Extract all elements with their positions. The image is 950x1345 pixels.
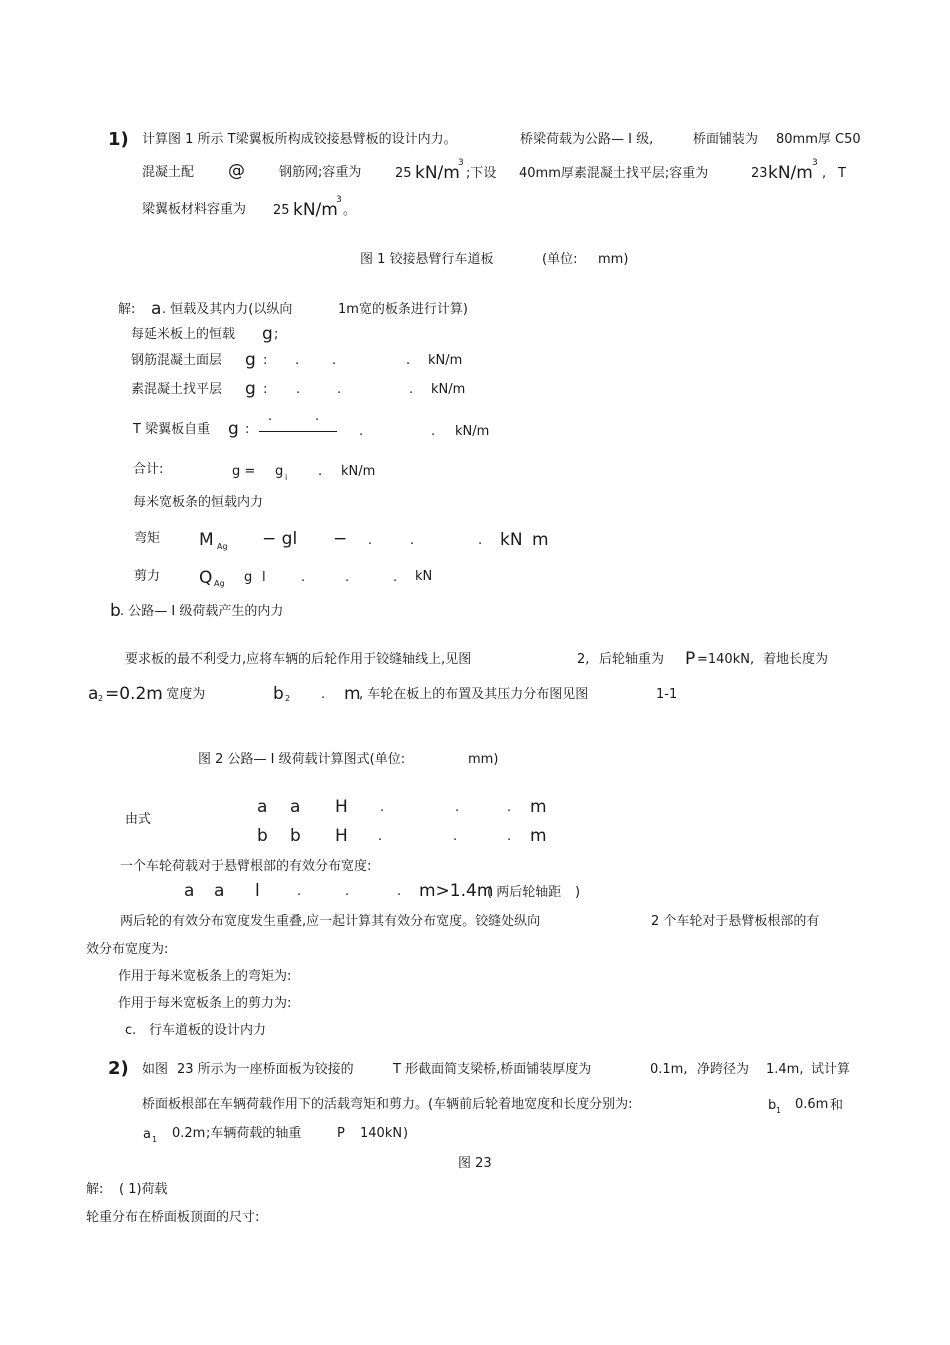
q1-line3-end: 。 (343, 203, 357, 218)
q2-line3-P: P (337, 1126, 345, 1141)
shear-label: 剪力 (134, 569, 161, 584)
shear-l: l (262, 570, 266, 585)
q2-line1-span-label: 净跨径为 (697, 1062, 750, 1077)
q1-line2-weight: 钢筋网;容重为 (279, 165, 362, 180)
width-term5: . (345, 884, 350, 899)
flange-weight-unit: kN/m (455, 424, 490, 439)
eq1-term2: a (290, 797, 301, 817)
plain-layer-dot1: . (296, 382, 301, 397)
figure2-caption: 图 2 公路— I 级荷载计算图式(单位: (198, 752, 406, 767)
section-a-letter: a (151, 299, 162, 319)
plain-layer-colon: : (263, 382, 268, 397)
b-para1-axle: 后轮轴重为 (599, 652, 665, 667)
rc-layer-dot1: . (295, 353, 300, 368)
q1-line2-exp2: 3 (812, 158, 818, 168)
flange-weight-dot2: . (431, 424, 436, 439)
width-term6: . (397, 884, 402, 899)
q2-wheel-size: 轮重分布在桥面板顶面的尺寸: (86, 1210, 260, 1225)
b-para2-width: , 宽度为 (158, 687, 206, 702)
effective-width-heading: 一个车轮荷载对于悬臂根部的有效分布宽度: (120, 859, 372, 874)
q1-at-symbol: @ (228, 161, 245, 181)
q1-line2-value2: 23 (751, 166, 768, 181)
shear-unit: kN (415, 569, 433, 584)
flange-weight-g: g (228, 419, 239, 439)
plain-layer-label: 素混凝土找平层 (131, 382, 223, 397)
shear-per-meter: 作用于每米宽板条上的剪力为: (118, 996, 292, 1011)
eq1-term1: a (257, 797, 268, 817)
rc-layer-g: g (245, 350, 256, 370)
plain-layer-dot2: . (337, 382, 342, 397)
eq2-term1: b (257, 826, 268, 846)
dead-load-semicolon: ; (274, 327, 279, 342)
q2-line1-as: 如图 (142, 1062, 169, 1077)
dead-load-g: g (262, 324, 273, 344)
solution-label: 解: (118, 302, 136, 317)
b-para2-fig: 1-1 (656, 687, 678, 702)
rc-layer-dot2: . (332, 353, 337, 368)
q1-line1-thickness: 80mm厚 C50 (776, 132, 861, 147)
total-dot: . (318, 464, 323, 479)
moment-gl: − gl (262, 529, 298, 549)
total-g-equals: g = (232, 464, 256, 479)
q2-solution-label: 解: (86, 1182, 104, 1197)
q2-line2-and: 和 (830, 1098, 844, 1113)
shear-dot1: . (301, 570, 306, 585)
b-para2-m: m (344, 684, 361, 704)
q2-line1-try: 试计算 (811, 1062, 851, 1077)
b-para1-fig: 2, (577, 652, 590, 667)
q2-line1-span: 1.4m, (766, 1062, 804, 1077)
width-term4: . (297, 884, 302, 899)
rc-layer-label: 钢筋混凝土面层 (131, 353, 223, 368)
q1-line3-unit: kN/m (293, 200, 338, 220)
q1-line1-load: 桥梁荷载为公路— I 级, (520, 132, 654, 147)
rc-layer-dot3: . (406, 353, 411, 368)
q1-line3-value: 25 (273, 203, 290, 218)
section-b-letter: b (110, 601, 121, 621)
total-label: 合计: (133, 462, 164, 477)
flange-numerator-dot2: . (315, 409, 320, 424)
width-term1: a (184, 881, 195, 901)
width-term2: a (214, 881, 225, 901)
q2-line3-axle: ;车辆荷载的轴重 (206, 1126, 302, 1141)
b-para2-a-value: =0.2m (105, 684, 163, 704)
eq1-term7: m (530, 797, 547, 817)
b-para2-a: a (88, 684, 99, 704)
eq1-term3: H (335, 797, 348, 817)
figure2-mm: mm) (468, 752, 499, 767)
rc-layer-colon: : (263, 353, 268, 368)
q1-line2-below: ;下设 (466, 166, 497, 181)
moment-M: M (199, 530, 214, 550)
plain-layer-dot3: . (409, 382, 414, 397)
moment-minus: − (333, 529, 348, 549)
q1-line2-layer: 40mm厚素混凝土找平层;容重为 (519, 166, 709, 181)
q1-line2-unit2: kN/m (768, 163, 813, 183)
b-para1-load: =140kN, (697, 652, 755, 667)
eq1-term5: . (455, 800, 460, 815)
q2-line2-b-sub: 1 (776, 1106, 782, 1115)
q1-line3-exp: 3 (336, 195, 342, 205)
shear-Q: Q (199, 568, 213, 588)
figure1-caption: 图 1 铰接悬臂行车道板 (360, 252, 494, 267)
b-para1-P: P (685, 649, 696, 669)
b-para1-length: 着地长度为 (763, 652, 829, 667)
eq2-term4: . (378, 829, 383, 844)
q2-line2-value: 0.6m (795, 1097, 829, 1112)
eq2-term7: m (530, 826, 547, 846)
moment-unit-kN: kN (500, 530, 523, 550)
q1-line2-comma: , (822, 166, 827, 181)
overlap-text-2: 2 个车轮对于悬臂板根部的有 (651, 914, 820, 929)
q2-load-heading: ( 1)荷载 (119, 1182, 168, 1197)
eq2-term3: H (335, 826, 348, 846)
q1-line1-text: 计算图 1 所示 T梁翼板所构成铰接悬臂板的设计内力。 (142, 132, 457, 147)
shear-sub: Ag (214, 579, 225, 588)
plain-layer-g: g (245, 379, 256, 399)
moment-per-meter: 作用于每米宽板条上的弯矩为: (118, 969, 292, 984)
moment-dot2: . (410, 533, 415, 548)
b-para2-b: b (273, 684, 284, 704)
dead-load-heading: 每延米板上的恒载 (131, 327, 236, 342)
from-formula-label: 由式 (125, 812, 152, 827)
plain-layer-unit: kN/m (431, 382, 466, 397)
width-axle-note: ( 两后轮轴距 (487, 885, 562, 900)
b-para2-layout: , 车轮在板上的布置及其压力分布图见图 (359, 687, 589, 702)
width-result: m>1.4m (419, 881, 494, 901)
eq2-term5: . (453, 829, 458, 844)
section-c-letter: c. (125, 1023, 137, 1038)
q2-line3-load: 140kN (360, 1126, 403, 1141)
section-a-note: 1m宽的板条进行计算) (338, 302, 469, 317)
q2-line1-fig: 23 所示为一座桥面板为铰接的 (177, 1062, 354, 1077)
b-para1-text: 要求板的最不利受力,应将车辆的后轮作用于铰缝轴线上,见图 (125, 652, 472, 667)
b-para2-a-sub: 2 (98, 694, 104, 703)
shear-dot2: . (345, 570, 350, 585)
width-term3: l (255, 881, 260, 901)
flange-numerator-dot1: . (268, 409, 273, 424)
flange-weight-label: T 梁翼板自重 (133, 422, 211, 437)
question-number-1: 1) (108, 129, 129, 150)
question-number-2: 2) (108, 1058, 129, 1079)
flange-weight-dot1: . (359, 424, 364, 439)
section-b-title: . 公路— I 级荷载产生的内力 (120, 604, 284, 619)
b-para2-dot: . (321, 687, 326, 702)
q1-line2-T: T (838, 166, 846, 181)
q2-line3-a-sub: 1 (152, 1135, 158, 1144)
q1-line2-value1: 25 (395, 166, 412, 181)
q1-line2-text: 混凝土配 (142, 165, 195, 180)
q2-line2-b: b (768, 1098, 777, 1113)
total-gi-sub: i (285, 473, 288, 482)
width-axle-close: ) (575, 885, 581, 900)
moment-sub: Ag (217, 542, 228, 551)
figure1-unit: (单位: (542, 252, 578, 267)
figure23-caption: 图 23 (458, 1156, 492, 1171)
eq1-term4: . (380, 800, 385, 815)
q2-line1-thickness: 0.1m, (650, 1062, 688, 1077)
overlap-text-3: 效分布宽度为: (86, 942, 169, 957)
q2-line3-value: 0.2m (172, 1126, 206, 1141)
rc-layer-unit: kN/m (428, 353, 463, 368)
flange-fraction-bar (259, 431, 337, 432)
shear-g: g (244, 570, 253, 585)
q1-line2-unit1: kN/m (415, 163, 460, 183)
q2-line3-close: ) (403, 1126, 409, 1141)
eq2-term6: . (507, 829, 512, 844)
total-gi: g (275, 464, 284, 479)
q1-line2-exp1: 3 (458, 158, 464, 168)
q2-line3-a: a (143, 1127, 151, 1142)
q1-line3-text: 梁翼板材料容重为 (142, 202, 247, 217)
figure1-mm: mm) (598, 252, 629, 267)
q2-line2-text: 桥面板根部在车辆荷载作用下的活载弯矩和剪力。(车辆前后轮着地宽度和长度分别为: (142, 1097, 633, 1112)
b-para2-b-sub: 2 (285, 694, 291, 703)
total-unit: kN/m (341, 464, 376, 479)
overlap-text: 两后轮的有效分布宽度发生重叠,应一起计算其有效分布宽度。铰缝处纵向 (120, 914, 541, 929)
moment-dot1: . (368, 533, 373, 548)
moment-dot3: . (478, 533, 483, 548)
moment-unit-m: m (532, 530, 549, 550)
flange-weight-colon: : (245, 422, 250, 437)
q1-line1-paving: 桥面铺装为 (693, 132, 759, 147)
eq1-term6: . (507, 800, 512, 815)
section-c-title: 行车道板的设计内力 (149, 1023, 267, 1038)
moment-label: 弯矩 (134, 531, 161, 546)
q2-line1-section: T 形截面简支梁桥,桥面铺装厚度为 (393, 1062, 592, 1077)
eq2-term2: b (290, 826, 301, 846)
dead-load-force-heading: 每米宽板条的恒载内力 (133, 495, 264, 510)
section-a-title: . 恒载及其内力(以纵向 (162, 302, 293, 317)
shear-dot3: . (393, 570, 398, 585)
